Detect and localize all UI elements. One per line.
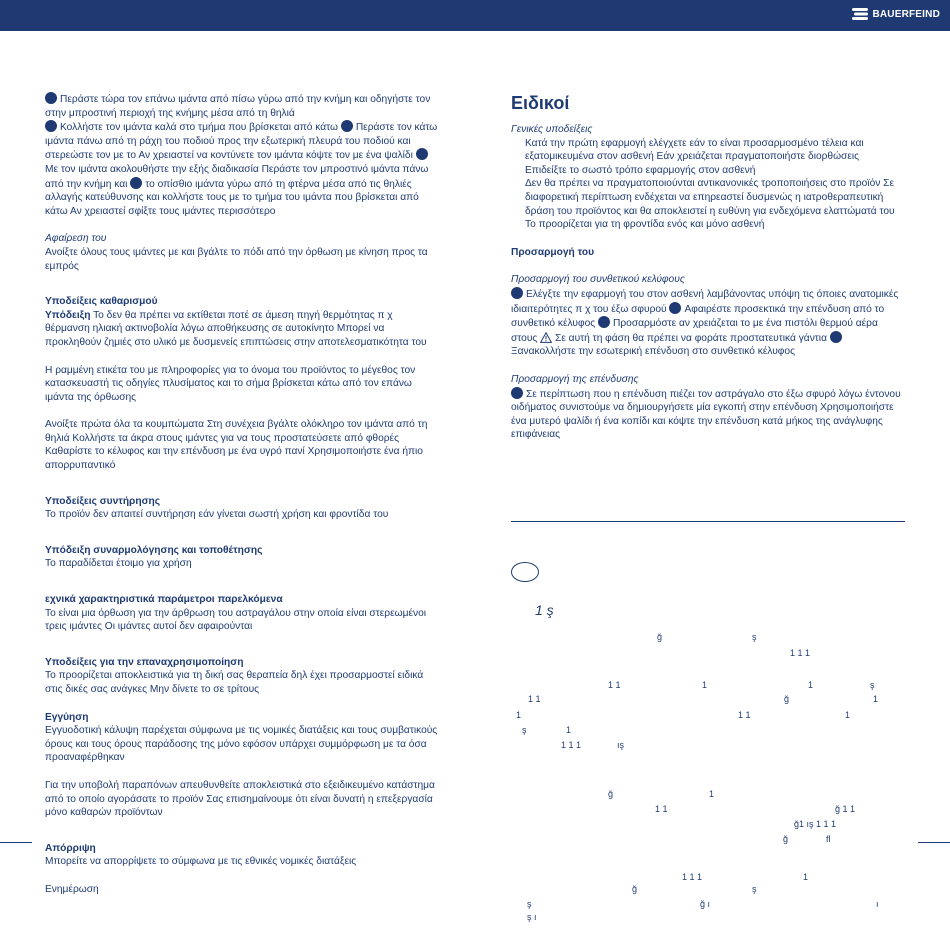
glyph-fragment: 1 1: [655, 804, 668, 814]
glyph-fragment: ş ı: [527, 912, 537, 922]
glyph-fragment: fl: [826, 834, 831, 844]
assembly-title: Υπόδειξη συναρμολόγησης και τοποθέτησης: [45, 544, 263, 556]
glyph-fragment: 1: [808, 680, 814, 690]
glyph-fragment: 1: [845, 710, 851, 720]
cleaning-title: Υποδείξεις καθαρισμού: [45, 296, 158, 308]
brand-name: BAUERFEIND: [872, 8, 940, 20]
glyph-fragment: 1 1: [738, 710, 751, 720]
step-marker-icon: [45, 120, 57, 132]
glyph-fragment: 1 1: [608, 680, 621, 690]
glyph-fragment: ş: [522, 725, 527, 735]
general-item: Δεν θα πρέπει να πραγματοποιούνται αντικανονικές τροποποιήσεις στο προϊόν Σε διαφορετική περίπτωση ενδέχεται να επηρεαστεί δυσμενώς η ιατροθεραπευτική δράση του προϊόντος και θα αποκλειστεί η ευθύνη για ενδεχόμενα ελαττώματά του: [525, 178, 895, 217]
fragment-heading: 1 ş: [535, 602, 554, 618]
step-paragraph: Κολλήστε τον ιμάντα καλά στο τμήμα που βρίσκεται από κάτω Περάστε τον κάτω ιμάντα πάνω από τη ράχη του ποδιού προς την εξωτερική πλευρά του ποδιού και στερεώστε τον με το Αν χρειαστεί να κοντύνετε τον ιμάντα κόψτε τον με ένα ψαλίδι Με τον ιμάντα ακολουθήστε την εξής διαδικασία Περάστε τον μπροστινό ιμάντα πάνω από την κνήμη και το οπίσθιο ιμάντα γύρω από τη φτέρνα μέσα από τις θηλιές αλλαγής κατεύθυνσης και κολλήστε τους με το τμήμα του ιμάντα που βρίσκεται από κάτω Αν χρειαστεί σφίξτε τους ιμάντες περισσότερο: [45, 122, 438, 217]
reuse-title: Υποδείξεις για την επαναχρησιμοποίηση: [45, 656, 244, 668]
top-bar: [0, 0, 950, 31]
logo-mark-icon: [852, 7, 868, 21]
tech-title: εχνικά χαρακτηριστικά παράμετροι παρελκόμενα: [45, 594, 283, 606]
step-marker-icon: [598, 316, 610, 328]
section-title: Ειδικοί: [511, 93, 570, 113]
removal-title: Αφαίρεση του: [45, 233, 107, 245]
label-text: Η ραμμένη ετικέτα του με πληροφορίες για το όνομα του προϊόντος το μέγεθος τον κατασκευαστή τις οδηγίες πλυσίματος και το σήμα βρίσκεται κάτω από τον επάνω ιμάντα της όρθωσης: [45, 364, 416, 403]
fit-title: Προσαρμογή του: [511, 246, 595, 258]
glyph-fragment: 1 1 1: [561, 740, 582, 750]
step-marker-icon: [130, 177, 142, 189]
open-text: Ανοίξτε πρώτα όλα τα κουμπώματα Στη συνέχεια βγάλτε ολόκληρο τον ιμάντα από τη θηλιά Κολλήστε τα άκρα στους ιμάντες για να τους προστατεύσετε από φθορές Καθαρίστε το κέλυφος και την επένδυση με ένα υγρό πανί Χρησιμοποιήστε ένα ήπιο απορρυπαντικό: [45, 419, 428, 472]
shell-title: Προσαρμογή του συνθετικού κελύφους: [511, 274, 685, 286]
glyph-fragment: ğ 1 1: [835, 804, 856, 814]
reuse-text: Το προορίζεται αποκλειστικά για τη δική σας θεραπεία δηλ έχει προσαρμοστεί ειδικά στις δικές σας ανάγκες Μην δίνετε το σε τρίτους: [45, 670, 424, 695]
warranty-text: Εγγυοδοτική κάλυψη παρέχεται σύμφωνα με τις νομικές διατάξεις και τους συμβατικούς όρους και τους όρους παράδοσης της μόνο εφόσον υπάρχει συμμόρφωση με τα όσα προαναφέρθηκαν: [45, 725, 438, 764]
step-marker-icon: [511, 287, 523, 299]
general-item: Κατά την πρώτη εφαρμογή ελέγχετε εάν το είναι προσαρμοσμένο τέλεια και εξατομικευμένα στον ασθενή Εάν χρειάζεται πραγματοποιήστε διορθώσεις: [525, 137, 864, 163]
glyph-fragment: 1: [516, 710, 522, 720]
general-title: Γενικές υποδείξεις: [511, 124, 593, 135]
glyph-fragment: 1: [803, 872, 809, 882]
language-badge: [511, 562, 539, 582]
claims-text: Για την υποβολή παραπόνων απευθυνθείτε αποκλειστικά στο εξειδικευμένο κατάστημα από το οποίο αγοράσατε το προϊόν Σας επισημαίνουμε ότι είναι δυνατή η επεξεργασία μόνο καθαρών προϊόντων: [45, 779, 435, 819]
disposal-title: Απόρριψη: [45, 842, 96, 854]
removal-text: Ανοίξτε όλους τους ιμάντες με και βγάλτε το πόδι από την όρθωση με κίνηση προς τα εμπρός: [45, 246, 428, 272]
general-item: Επιδείξτε το σωστό τρόπο εφαρμογής στον ασθενή: [525, 164, 756, 176]
step-marker-icon: [830, 331, 842, 343]
edge-mark-right: [918, 842, 950, 843]
right-column: [511, 92, 905, 442]
shell-text: Ελέγξτε την εφαρμογή του στον ασθενή λαμβάνοντας υπόψη τις όποιες ανατομικές ιδιαιτερότητες π χ του έξω σφυρού Αφαιρέστε προσεκτικά την επένδυση από το συνθετικό κέλυφος Προσαρμόστε αν χρειάζεται το με ένα πιστόλι θερμού αέρα στους Σε αυτή τη φάση θα πρέπει να φοράτε προστατευτικά γάντια Ξανακολλήστε την εσωτερική επένδυση στο συνθετικό κέλυφος: [511, 288, 899, 358]
step-paragraph: Περάστε τώρα τον επάνω ιμάντα από πίσω γύρω από την κνήμη και οδηγήστε τον στην μπροστινή περιοχή της κνήμης μέσα από τη θηλιά: [45, 94, 431, 119]
glyph-fragment: ğ1 ış 1 1 1: [794, 819, 837, 829]
assembly-text: Το παραδίδεται έτοιμο για χρήση: [45, 558, 192, 570]
brand-logo: [852, 7, 940, 21]
tech-text: Το είναι μια όρθωση για την άρθρωση του αστραγάλου στην οποία είναι στερεωμένοι τρεις ιμάντες Οι ιμάντες αυτοί δεν αφαιρούνται: [45, 607, 427, 633]
glyph-fragment: ğ: [783, 834, 789, 844]
glyph-fragment: 1: [873, 694, 879, 704]
glyph-fragment: ğ: [608, 789, 614, 799]
step-marker-icon: [669, 302, 681, 314]
glyph-fragment: ğ: [657, 632, 663, 642]
glyph-fragment: ğ: [632, 884, 638, 894]
glyph-fragment: 1 1: [528, 694, 541, 704]
warning-icon: [540, 332, 552, 343]
glyph-fragment: 1 1 1: [682, 872, 703, 882]
glyph-fragment: ış: [617, 740, 625, 750]
cleaning-text: Υπόδειξη Το δεν θα πρέπει να εκτίθεται ποτέ σε άμεση πηγή θερμότητας π χ θέρμανση ηλιακή ακτινοβολία λόγω αποθήκευσης σε αυτοκίνητο Μπορεί να προκληθούν ζημιές στο υλικό με δυσμενείς επιπτώσεις στην αποτελεσματικότητα του: [45, 309, 427, 348]
lining-text: Σε περίπτωση που η επένδυση πιέζει τον αστράγαλο στο έξω σφυρό λόγω έντονου οιδήματος συνιστούμε να δημιουργήσετε μία εγκοπή στην επένδυση Χρησιμοποιήστε ένα μυτερό ψαλίδι ή ένα κοπίδι και κόψτε την επένδυση κατά μήκος της ανάγλυφης επιφάνειας: [511, 388, 901, 441]
info-title: Ενημέρωση: [45, 883, 99, 895]
maintenance-title: Υποδείξεις συντήρησης: [45, 495, 161, 507]
glyph-fragment: ı: [876, 899, 879, 909]
glyph-fragment: 1: [709, 789, 715, 799]
left-column: [45, 92, 440, 897]
edge-mark-left: [0, 842, 32, 843]
glyph-fragment: ş: [752, 884, 757, 894]
glyph-fragment: ş: [752, 632, 757, 642]
glyph-fragment: ğ: [784, 694, 790, 704]
glyph-fragment: 1: [566, 725, 572, 735]
lining-title: Προσαρμογή της επένδυσης: [511, 373, 639, 385]
step-marker-icon: [45, 92, 57, 104]
glyph-fragment: ş: [870, 680, 875, 690]
glyph-fragment: ş: [527, 899, 532, 909]
step-marker-icon: [341, 120, 353, 132]
step-marker-icon: [416, 148, 428, 160]
step-marker-icon: [511, 387, 523, 399]
glyph-fragment: 1 1 1: [790, 648, 811, 658]
maintenance-text: Το προϊόν δεν απαιτεί συντήρηση εάν γίνεται σωστή χρήση και φροντίδα του: [45, 509, 389, 521]
glyph-fragment: 1: [702, 680, 708, 690]
general-item: Το προορίζεται για τη φροντίδα ενός και μόνο ασθενή: [525, 219, 765, 231]
disposal-text: Μπορείτε να απορρίψετε το σύμφωνα με τις εθνικές νομικές διατάξεις: [45, 856, 357, 868]
glyph-fragment: ğ ı: [700, 899, 711, 909]
section-divider: [511, 521, 905, 522]
warranty-title: Εγγύηση: [45, 711, 89, 723]
